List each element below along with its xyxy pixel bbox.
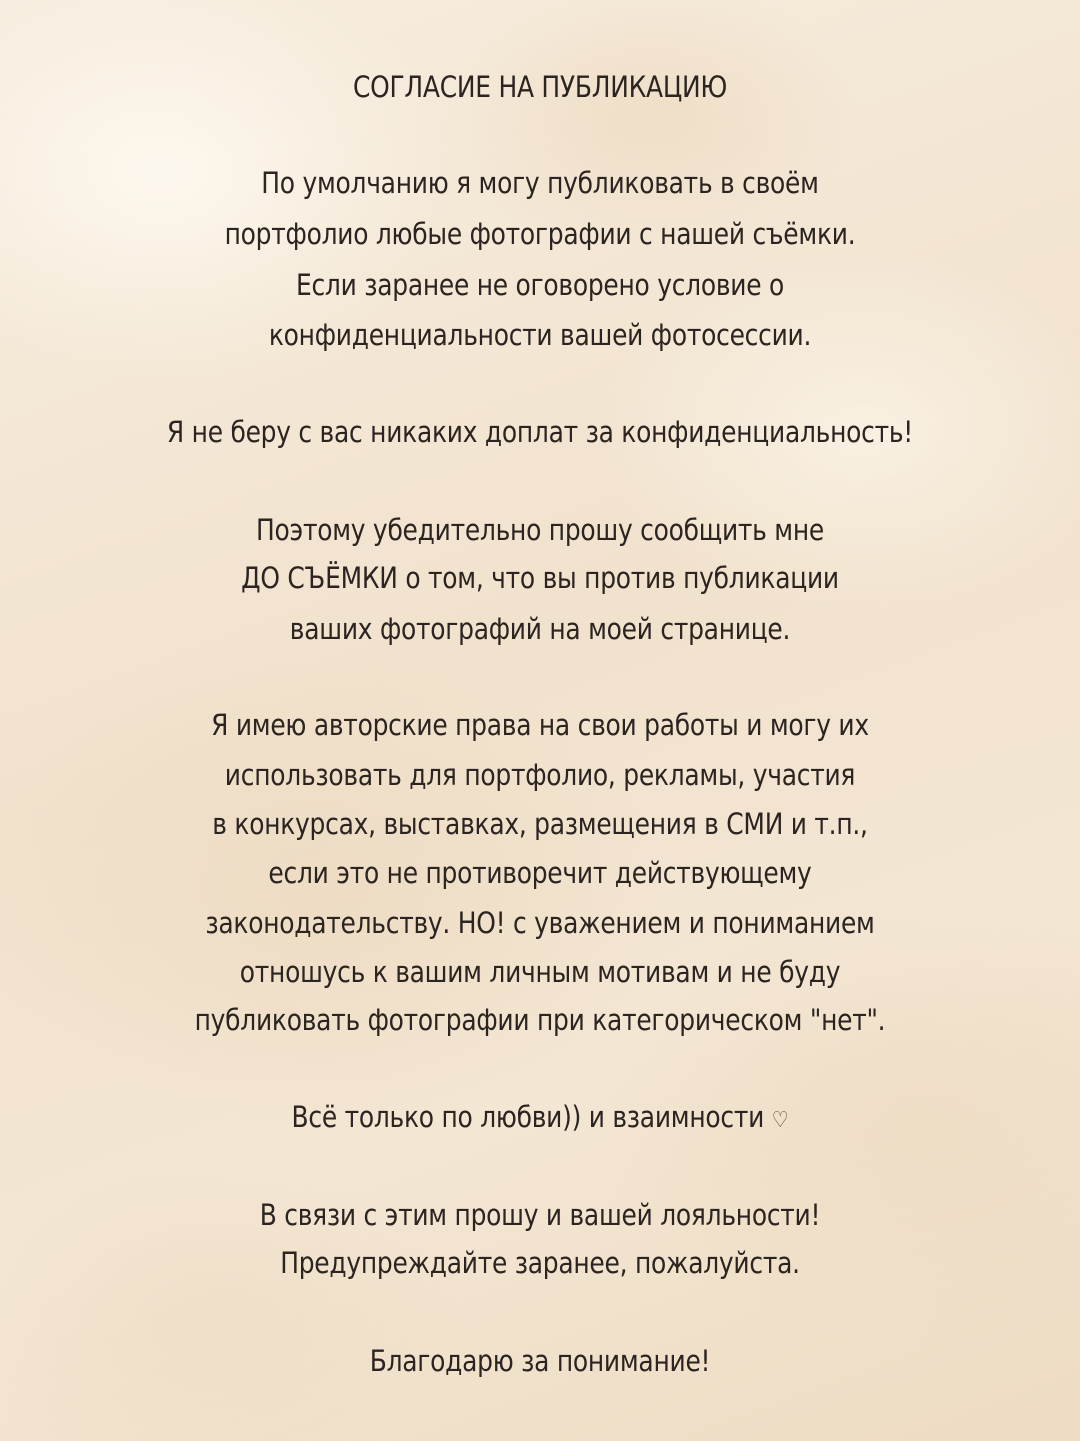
text-line: если это не противоречит действующему [268,856,812,890]
love-text: Всё только по любви)) и взаимности [291,1100,765,1134]
heart-icon: ♡ [771,1108,789,1133]
text-line: По умолчанию я могу публиковать в своём [261,166,819,200]
text-line: использовать для портфолио, рекламы, участия [224,758,856,792]
text-line: Я имею авторские права на свои работы и могу их [211,708,869,742]
text-line: законодательству. НО! с уважением и пониманием [205,906,875,940]
text-line: В связи с этим прошу и вашей лояльности! [259,1198,821,1232]
text-line: в конкурсах, выставках, размещения в СМИ и т.п., [212,807,868,841]
text-line: ваших фотографий на моей странице. [289,612,791,646]
text-line: Предупреждайте заранее, пожалуйста. [280,1246,800,1280]
text-line: Благодарю за понимание! [369,1344,711,1378]
text-line: конфиденциальности вашей фотосессии. [268,318,812,352]
text-line: Если заранее не оговорено условие о [295,268,785,302]
text-line: отношусь к вашим личным мотивам и не буду [239,955,841,989]
text-line [76,1097,1005,1137]
text-line: публиковать фотографии при категорическом "нет". [194,1003,886,1037]
text-line: ДО СЪЁМКИ о том, что вы против публикации [241,561,839,595]
text-line: Поэтому убедительно прошу сообщить мне [256,513,824,547]
text-line: портфолио любые фотографии с нашей съёмки. [224,217,856,251]
document-title: СОГЛАСИЕ НА ПУБЛИКАЦИЮ [352,70,728,104]
text-line: Я не беру с вас никаких доплат за конфиденциальность! [166,415,914,449]
